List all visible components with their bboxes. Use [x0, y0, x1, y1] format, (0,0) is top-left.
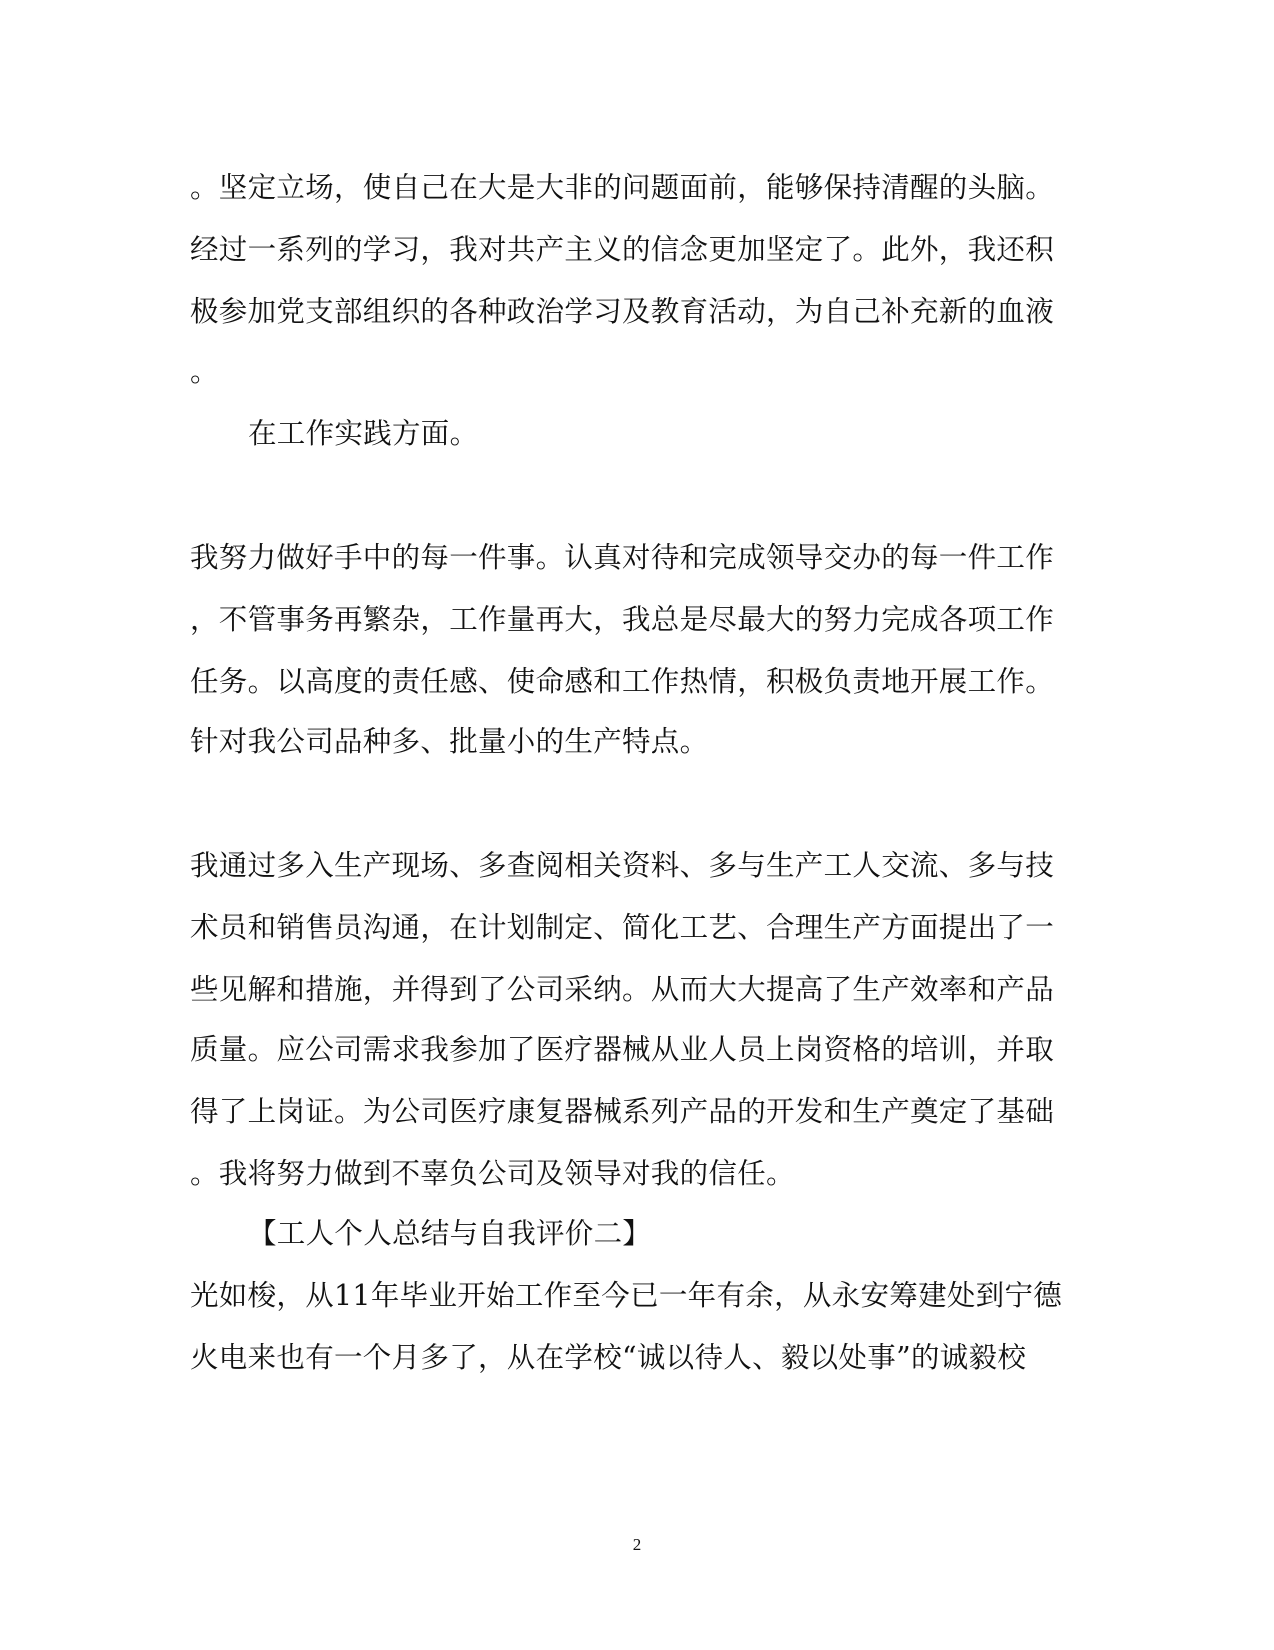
page-number: 2: [632, 1535, 642, 1554]
text-line: 我通过多入生产现场、多查阅相关资料、多与生产工人交流、多与技: [190, 849, 1055, 882]
text-line: 质量。应公司需求我参加了医疗器械从业人员上岗资格的培训，并取: [190, 1033, 1055, 1066]
text-line: 。: [190, 355, 219, 388]
text-line: 。坚定立场，使自己在大是大非的问题面前，能够保持清醒的头脑。: [190, 171, 1055, 204]
text-line: 任务。以高度的责任感、使命感和工作热情，积极负责地开展工作。: [190, 665, 1055, 698]
text-line: ，不管事务再繁杂，工作量再大，我总是尽最大的努力完成各项工作: [190, 603, 1055, 636]
text-line: 极参加党支部组织的各种政治学习及教育活动，为自己补充新的血液: [190, 295, 1055, 328]
section-heading: 在工作实践方面。: [248, 417, 479, 450]
text-line: 些见解和措施，并得到了公司采纳。从而大大提高了生产效率和产品: [190, 973, 1055, 1006]
text-line: 火电来也有一个月多了，从在学校“诚以待人、毅以处事”的诚毅校: [190, 1341, 1027, 1374]
text-line: 。我将努力做到不辜负公司及领导对我的信任。: [190, 1157, 795, 1190]
text-line: 术员和销售员沟通，在计划制定、简化工艺、合理生产方面提出了一: [190, 911, 1055, 944]
text-line: 我努力做好手中的每一件事。认真对待和完成领导交办的每一件工作: [190, 541, 1055, 574]
text-line: 得了上岗证。为公司医疗康复器械系列产品的开发和生产奠定了基础: [190, 1095, 1055, 1128]
text-line: 光如梭，从11年毕业开始工作至今已一年有余，从永安筹建处到宁德: [190, 1279, 1063, 1312]
text-line: 针对我公司品种多、批量小的生产特点。: [190, 725, 709, 758]
section-heading: 【工人个人总结与自我评价二】: [248, 1217, 652, 1250]
text-line: 经过一系列的学习，我对共产主义的信念更加坚定了。此外，我还积: [190, 233, 1055, 266]
